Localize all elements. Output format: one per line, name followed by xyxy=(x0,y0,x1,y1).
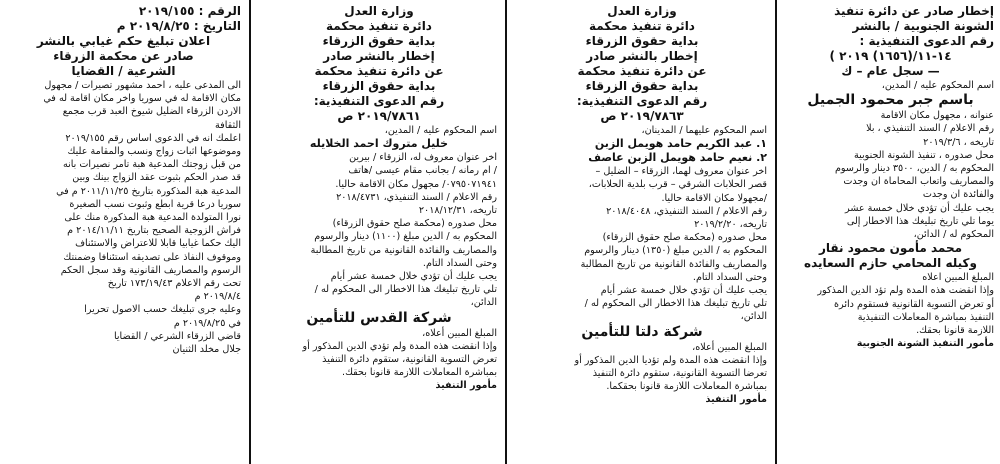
notice-line: وإذا انقضت هذه المدة ولم تؤد الدين المذكور xyxy=(817,285,994,297)
notice-line: فراش الزوجية الصحيح بتاريخ ٢٠١٤/١١/١١ م xyxy=(67,225,241,237)
notice-line: نورا المتولدة المدعية هبة المذكورة منك على xyxy=(64,212,241,224)
notice-line: تعرض التسوية القانونية، ستقوم دائرة التنفيذ xyxy=(322,354,497,366)
signature-line: مأمور التنفيذ xyxy=(435,380,497,392)
notice-line: وحتى السداد التام. xyxy=(422,257,497,269)
notice-line: رقم الاعلام / السند التنفيذي، ٢٠١٨/٤٧٣١ xyxy=(336,191,497,203)
notice-delta-insurance xyxy=(511,0,773,464)
notice-line: المحكوم به / الدين مبلغ (١٣٥٠) دينار والرسوم xyxy=(584,245,767,257)
reference-number: الرقم : ٢٠١٩/١٥٥ xyxy=(138,4,241,18)
notice-line: محل صدوره (محكمة صلح حقوق الزرقاء) xyxy=(332,218,497,230)
notice-line: الدائن، xyxy=(470,297,497,309)
notice-line: والمصاريف والفائدة القانونية من تاريخ المطالبة xyxy=(580,258,767,270)
notice-line: مكان الاقامة له في سوريا واخر مكان اقامة له في xyxy=(43,93,241,105)
case-number-label: رقم الدعوى التنفيذية : xyxy=(859,34,994,48)
register-label: — سجل عام – ك xyxy=(841,64,940,78)
case-number: ١٤-١١/(١٦٥٦) ٢٠١٩ ) xyxy=(829,49,952,63)
notice-line: اليك حكما غيابيا قابلا للاعتراض والاستئناف xyxy=(75,238,241,250)
notice-line: الدائن، xyxy=(740,311,767,323)
notice-heading: إخطار بالنشر صادر xyxy=(323,49,435,63)
notice-line: تعرضا التسوية القانونية، ستقوم دائرة التنفيذ xyxy=(592,368,767,380)
notice-line: ٢٠١٩/٨/٤ م xyxy=(194,291,241,303)
notice-line: يجب عليك أن تؤدي خلال خمسة عشر أيام xyxy=(600,285,767,297)
notice-line: الاردن الزرقاء الضليل شيوخ العبد قرب مجمع xyxy=(62,106,241,118)
signature-line: مأمور التنفيذ الشونة الجنوبية xyxy=(856,338,994,350)
case-number-label: رقم الدعوى التنفيذية: xyxy=(313,94,445,108)
case-number: ٢٠١٩/٧٨٦٣ ص xyxy=(600,109,684,123)
notice-line: يوما تلي تاريخ تبليغك هذا الاخطار إلى xyxy=(846,215,994,227)
notice-line: عنوانه ، مجهول مكان الاقامة xyxy=(880,110,994,122)
notice-line: وإذا انقضت هذه المدة ولم تؤديا الدين المذكور أو xyxy=(574,354,767,366)
column-divider xyxy=(249,0,251,464)
notice-line: المبلغ المبين أعلاه، xyxy=(422,327,497,339)
debtor-name: خليل متروك احمد الخلايله xyxy=(309,137,449,151)
notice-line: تحت رقم الاعلام ١٧٣/١٩/٤٣ تاريخ xyxy=(107,278,241,290)
creditor-lawyer: وكيله المحامي حازم السعايده xyxy=(804,256,977,271)
notice-heading: اعلان تبليغ حكم غيابي بالنشر xyxy=(36,34,211,48)
notice-line: تلي تاريخ تبليغك هذا الاخطار الى المحكوم له / xyxy=(314,284,497,296)
notice-line: قد صدر الحكم بثبوت عقد الزواج بينك وبين xyxy=(72,172,241,184)
notice-line: قصر الحلابات الشرقي – قرب بلدية الحلابات، xyxy=(588,179,767,191)
ministry-heading: وزارة العدل xyxy=(344,4,414,18)
notice-heading: الشرعية / القضايا xyxy=(71,64,176,78)
notice-line: الى المدعى عليه ، احمد مشهور تصيرات / مجهول xyxy=(44,80,241,91)
notice-line: المحكوم به / الدين، ٣٥٠٠ دينار والرسوم xyxy=(834,163,994,175)
notice-line: بمباشرة المعاملات اللازمة قانونا بحقكما. xyxy=(606,381,767,393)
notice-heading: عن دائرة تنفيذ محكمة xyxy=(314,64,444,78)
creditor-name: شركة دلتا للتأمين xyxy=(581,323,703,340)
notice-line: المبلغ المبين أعلاه، xyxy=(692,341,767,353)
notice-line: المحكوم به / الدين مبلغ (١١٠٠) دينار والرسوم xyxy=(314,231,497,243)
notice-line: يجب عليك أن تؤدي خلال خمسة عشر xyxy=(845,202,994,214)
notice-line: والفائدة ان وجدت xyxy=(922,189,994,201)
notice-line: المبلغ المبين اعلاه xyxy=(922,272,994,284)
notice-line: والمصاريف واتعاب المحاماة ان وجدت xyxy=(843,176,994,188)
signature-line: مأمور التنفيذ xyxy=(705,394,767,406)
notice-heading: بداية حقوق الزرقاء xyxy=(585,79,699,93)
notice-line: رقم الاعلام / السند التنفيذي، ٢٠١٨/٤٠٤٨ xyxy=(606,205,767,217)
notice-line: يجب عليك أن تؤدي خلال خمسة عشر أيام xyxy=(330,271,497,283)
creditor-name: شركة القدس للتأمين xyxy=(306,309,452,326)
notice-line: الثقافة xyxy=(215,119,241,131)
notice-line: من قبل زوجتك المدعية هبة تامر نصيرات بانه xyxy=(62,159,241,171)
notice-line: أو تعرض التسوية القانونية فستقوم دائرة xyxy=(834,298,994,310)
notice-line: والمصاريف والفائدة القانونية من تاريخ المطالبة xyxy=(310,244,497,256)
notice-line: اعلمك انه في الدعوى اساس رقم ٢٠١٩/١٥٥ xyxy=(65,132,241,144)
notice-line: سوريا درعا قرية ابطع وثبوت نسب الصغيرة xyxy=(69,198,241,210)
column-divider xyxy=(775,0,777,464)
notice-line: بمباشرة المعاملات اللازمة قانونا بحقك. xyxy=(342,367,497,379)
debtor-label: اسم المحكوم عليه / المدين، xyxy=(881,80,994,91)
notice-line: في ٢٠١٩/٨/٢٥ م xyxy=(173,317,241,329)
notice-line: اخر عنوان معروف لهما، الزرقاء – الضليل – xyxy=(595,166,767,178)
notice-sharia-court xyxy=(0,0,247,464)
notice-line: محل صدوره (محكمة صلح حقوق الزرقاء) xyxy=(602,232,767,244)
notice-heading: بداية حقوق الزرقاء xyxy=(585,34,699,48)
ministry-heading: وزارة العدل xyxy=(607,4,677,18)
notice-line: التنفيذ بمباشرة المعاملات التنفيذية xyxy=(857,311,994,323)
creditor-name: محمد مأمون محمود نقار xyxy=(818,241,963,256)
notice-line: تاريخه ، ٢٠١٩/٣/٦ xyxy=(923,136,994,148)
notice-line: تاريخه، ٢٠١٩/٢/٢٠ xyxy=(694,219,767,231)
notice-line: /مجهولا مكان الاقامة حاليا. xyxy=(661,192,767,204)
notice-line: اللازمة قانونا بحقك. xyxy=(916,325,994,337)
notice-line: ٠٧٩٥٠٧١٩٤١/ مجهول مكان الاقامة حاليا. xyxy=(335,178,497,190)
notice-line: اخر عنوان معروف له، الزرقاء / بيرين xyxy=(349,152,497,164)
notice-heading: بداية حقوق الزرقاء xyxy=(322,79,436,93)
notice-heading: بداية حقوق الزرقاء xyxy=(322,34,436,48)
debtor-label: اسم المحكوم عليه / المدين، xyxy=(384,125,497,136)
notice-shouneh-execution xyxy=(781,0,1000,464)
notice-alquds-insurance xyxy=(255,0,503,464)
notice-heading: الشونة الجنوبية / بالنشر xyxy=(852,19,994,33)
notice-heading: صادر عن محكمة الزرقاء xyxy=(53,49,194,63)
notice-line: محل صدوره ، تنفيذ الشونة الجنوبية xyxy=(853,149,994,161)
case-number-label: رقم الدعوى التنفيذية: xyxy=(576,94,708,108)
notice-heading: إخطار بالنشر صادر xyxy=(586,49,698,63)
notice-line: المحكوم له / الدائن، xyxy=(913,229,994,241)
notice-line: الرسوم والمصاريف القانونية وقد سجل الحكم xyxy=(60,264,241,276)
notice-line: / ام رمانه / بجانب مقام عيسى /هاتف xyxy=(348,165,497,177)
notice-heading: عن دائرة تنفيذ محكمة xyxy=(577,64,707,78)
notice-line: وموضوعها اثبات زواج ونسب والمقامة عليك xyxy=(67,146,241,158)
notice-line: وموقوف النفاذ على تصديقه استئنافا وضمنتك xyxy=(63,251,241,263)
column-divider xyxy=(505,0,507,464)
notice-date: التاريخ : ٢٠١٩/٨/٢٥ م xyxy=(116,19,241,33)
notice-line: تاريخه، ٢٠١٨/١٢/٣١ xyxy=(418,205,497,217)
debtor-name: باسم جبر محمود الجميل xyxy=(807,92,974,109)
case-number: ٢٠١٩/٧٨٦١ ص xyxy=(337,109,421,123)
notice-line: تلي تاريخ تبليغك هذا الاخطار الى المحكوم له / xyxy=(584,298,767,310)
judge-title: قاضي الزرقاء الشرعي / القضايا xyxy=(113,330,241,342)
notice-heading: إخطار صادر عن دائرة تنفيذ xyxy=(834,4,994,18)
notice-heading: دائرة تنفيذ محكمة xyxy=(326,19,432,33)
notice-line: رقم الاعلام / السند التنفيذي ، بلا xyxy=(866,123,994,135)
notice-line: وعليه جرى تبليغك حسب الاصول تحريرا xyxy=(84,304,241,316)
debtor-label: اسم المحكوم عليهما / المدينان، xyxy=(641,125,767,136)
notice-line: وإذا انقضت هذه المدة ولم تؤدي الدين المذكور أو xyxy=(302,340,497,352)
notice-heading: دائرة تنفيذ محكمة xyxy=(589,19,695,33)
debtor-name: ٢. نعيم حامد هويمل الزبن عاصف xyxy=(588,151,767,165)
judge-name: جلال مخلد الثنيان xyxy=(172,344,241,356)
debtor-name: ١. عبد الكريم حامد هويمل الزبن xyxy=(594,137,767,151)
notice-line: المدعية هبة المذكورة بتاريخ ٢٠١١/١١/٢٥ م في xyxy=(56,185,241,197)
notice-line: وحتى السداد التام. xyxy=(692,271,767,283)
